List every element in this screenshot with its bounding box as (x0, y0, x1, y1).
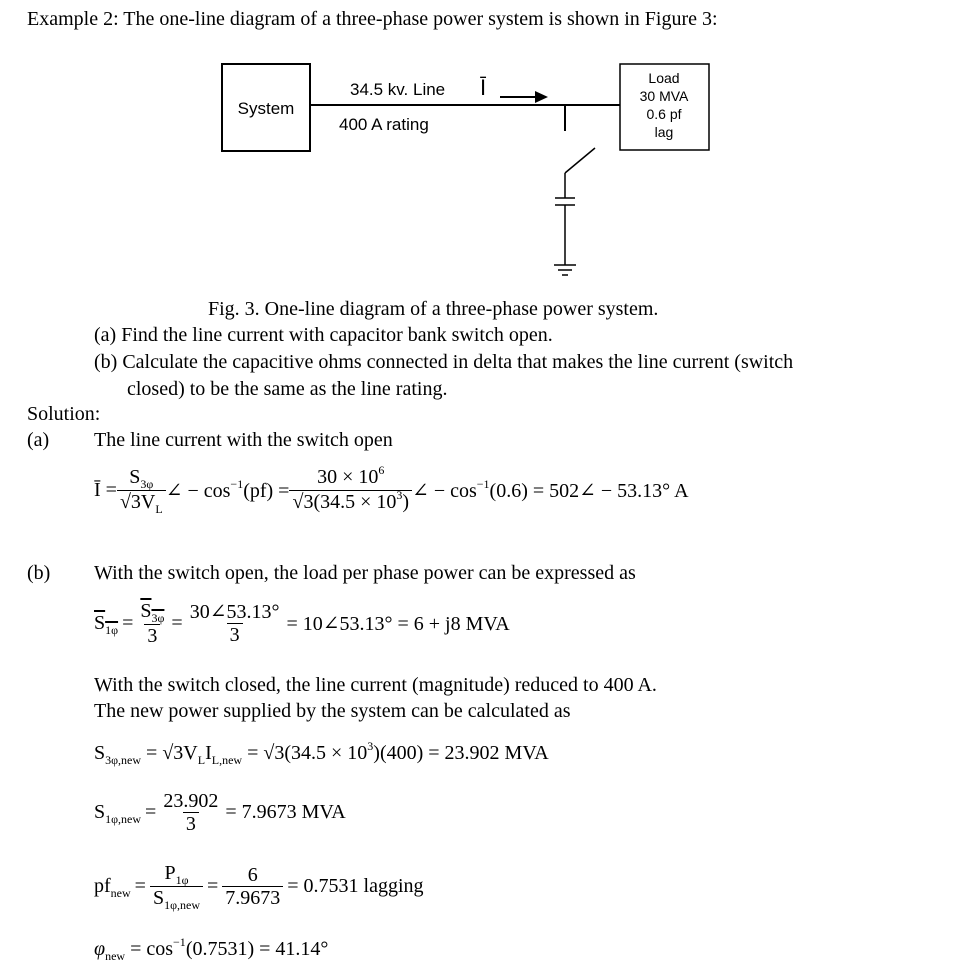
current-symbol: Ī (480, 75, 487, 100)
rating-label: 400 A rating (339, 115, 429, 134)
text-b2-line2: The new power supplied by the system can be calculated as (94, 700, 571, 722)
eq-a-lhs: Ī = (94, 479, 117, 501)
equation-b2: $S_{3\varphi,new} = √3V_LI_{L,new} = √3(34.5 \times 10^3)(400) = 23.902$ MVA (94, 739, 549, 767)
part-a-text: The line current with the switch open (94, 429, 393, 451)
load-line-2: 30 MVA (639, 88, 689, 104)
eq-a-tail: ∠ − $\cos^{-1}(0.6)$ = 502∠ − 53.13° A (412, 477, 689, 502)
equation-b4: $pf_{new}$ = $\frac{P_{1\varphi}}{S_{1\varphi,new}}$ = $\frac{6}{7.9673}$ = 0.7531 lagging (94, 862, 424, 912)
one-line-diagram (215, 58, 715, 283)
load-line-3: 0.6 pf (646, 106, 682, 122)
line-label: 34.5 kv. Line (350, 80, 446, 99)
eq-a-frac1: $\frac{S_{3\varphi}}{√3V_L}$ (117, 466, 166, 515)
question-a: (a) Find the line current with capacitor bank switch open. (94, 324, 553, 346)
question-b-line2: closed) to be the same as the line rating. (127, 378, 448, 400)
text-b2-line1: With the switch closed, the line current (magnitude) reduced to 400 A. (94, 674, 657, 696)
eq-a-frac2: $\frac{30 \times 10^6}{√3(34.5 \times 10^3)}$ (289, 466, 412, 515)
question-b-line1: (b) Calculate the capacitive ohms connected in delta that makes the line current (switch (94, 351, 794, 373)
part-a-label: (a) (27, 429, 50, 451)
intro-text: Example 2: The one-line diagram of a three-phase power system is shown in Figure 3: (27, 8, 718, 30)
equation-b3: $S_{1\varphi,new}$ = $\frac{23.902}{3}$ = 7.9673 MVA (94, 790, 346, 835)
load-line-1: Load (648, 70, 680, 86)
part-b-text: With the switch open, the load per phase power can be expressed as (94, 562, 636, 584)
eq-a-angle1: ∠ − $\cos^{-1}(pf)$ = (165, 477, 290, 502)
figure-caption: Fig. 3. One-line diagram of a three-phase power system. (208, 298, 659, 320)
switch-blade (565, 148, 595, 173)
solution-heading: Solution: (27, 403, 101, 425)
load-line-4: lag (654, 124, 674, 140)
equation-b1: $S_{1\varphi}$ = $\frac{S_{3\varphi}}{3}$ = $\frac{30\angle 53.13^\circ}{3}$ = 10∠53.13° = 6 + j8 MVA (94, 600, 510, 647)
system-label: System (237, 99, 295, 118)
current-arrow-head (535, 91, 548, 103)
part-b-label: (b) (27, 562, 51, 584)
equation-b5: $\varphi_{new} = \cos^{-1}(0.7531) = 41.14^\circ$ (94, 935, 329, 963)
equation-a (94, 463, 689, 516)
